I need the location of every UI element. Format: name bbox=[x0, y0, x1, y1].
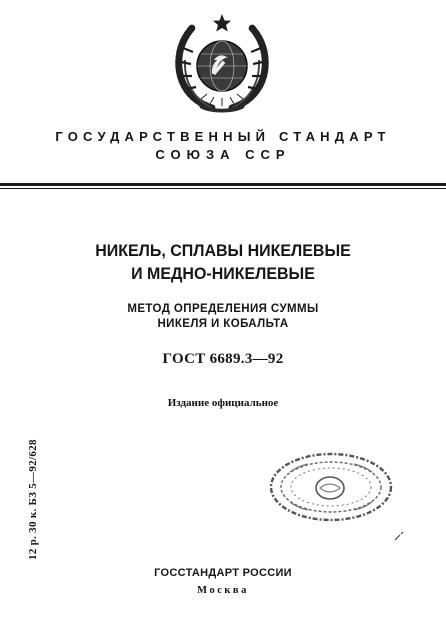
document-subtitle-line-2: НИКЕЛЯ И КОБАЛЬТА bbox=[157, 318, 289, 330]
document-subtitle-line-1: МЕТОД ОПРЕДЕЛЕНИЯ СУММЫ bbox=[127, 303, 319, 315]
header-divider-thin bbox=[0, 188, 446, 189]
library-stamp-icon bbox=[268, 450, 394, 524]
publication-city: Москва bbox=[197, 585, 249, 596]
standard-number: ГОСТ 6689.3—92 bbox=[162, 351, 284, 367]
pen-mark-icon bbox=[394, 531, 408, 541]
price-catalog-note bbox=[27, 388, 41, 560]
header-line-1: ГОСУДАРСТВЕННЫЙ СТАНДАРТ bbox=[55, 129, 391, 144]
edition-note: Издание официальное bbox=[167, 397, 279, 409]
header-divider-thick bbox=[0, 183, 446, 186]
document-title-line-1: НИКЕЛЬ, СПЛАВЫ НИКЕЛЕВЫЕ bbox=[95, 241, 351, 260]
header-line-2: СОЮЗА ССР bbox=[155, 147, 291, 162]
state-emblem-icon bbox=[174, 12, 270, 114]
price-catalog-text: 12 р. 30 к. БЗ 5—92/628 bbox=[27, 439, 39, 560]
publisher-name: ГОССТАНДАРТ РОССИИ bbox=[154, 567, 292, 579]
document-title-line-2: И МЕДНО-НИКЕЛЕВЫЕ bbox=[131, 264, 315, 283]
